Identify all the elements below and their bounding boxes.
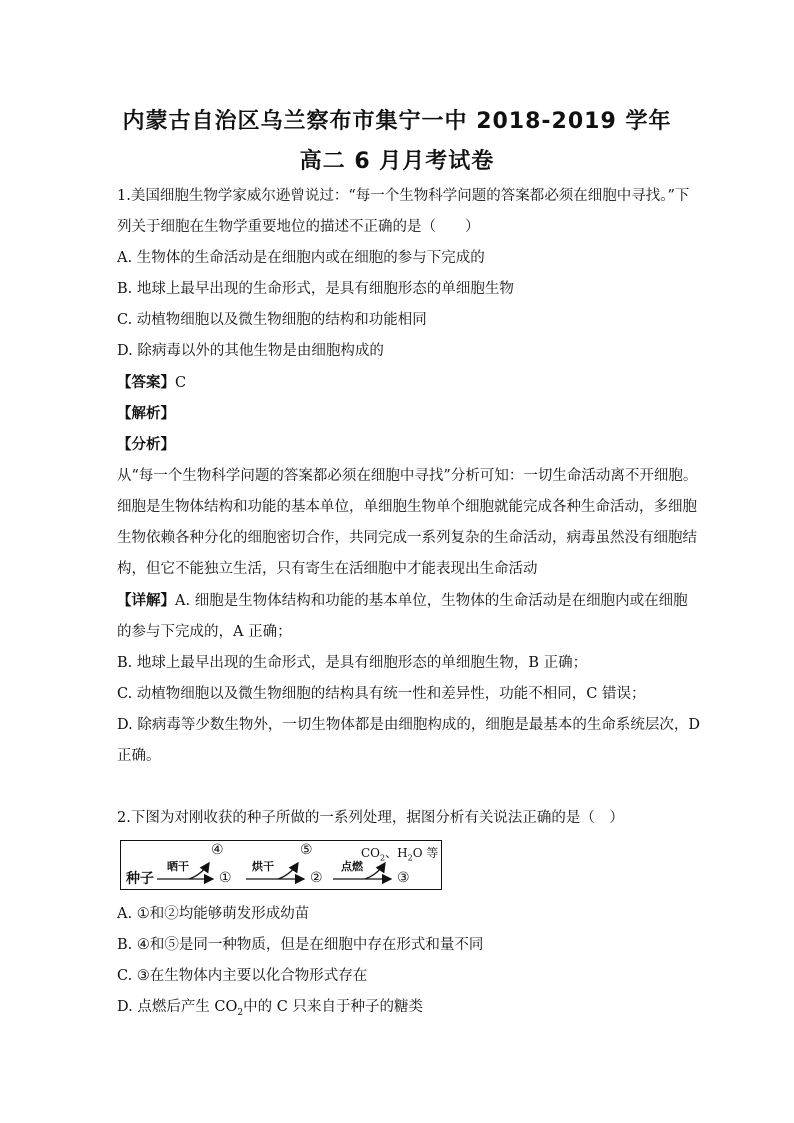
detail-line2: 的参与下完成的，A 正确； (117, 624, 292, 640)
side3-h: 、H (385, 846, 408, 860)
diagram-out2: ② (310, 870, 323, 886)
side3-rest: O 等 (412, 846, 439, 860)
side3-sub: 2 (380, 853, 386, 863)
q2-option-d-sub: 2 (237, 1007, 244, 1018)
exam-title-line1: 内蒙古自治区乌兰察布市集宁一中 2018-2019 学年 (122, 109, 672, 134)
diagram-side1: ④ (211, 842, 224, 858)
fenxi-line3: 生物依赖各种分化的细胞密切合作，共同完成一系列复杂的生命活动，病毒虽然没有细胞结 (117, 530, 697, 546)
q1-option-a: A. 生物体的生命活动是在细胞内或在细胞的参与下完成的 (117, 250, 485, 266)
exam-title-line2: 高二 6 月月考试卷 (299, 149, 495, 174)
q1-answer (117, 373, 186, 393)
detail-line6: 正确。 (117, 748, 161, 764)
branch-2 (278, 863, 298, 879)
q2-stem: 2.下图为对刚收获的种子所做的一系列处理，据图分析有关说法正确的是（ ） (117, 810, 624, 826)
branch-3 (365, 863, 385, 879)
q1-option-d: D. 除病毒以外的其他生物是由细胞构成的 (117, 343, 384, 359)
q1-option-c: C. 动植物细胞以及微生物细胞的结构和功能相同 (117, 312, 427, 328)
fenxi-label: 【分析】 (117, 436, 175, 453)
detail-label: 【详解】 (117, 592, 175, 609)
analysis-label: 【解析】 (117, 405, 175, 422)
diagram-start: 种子 (126, 871, 154, 887)
diagram-step3: 点燃 (341, 860, 363, 873)
side3-sub2: 2 (407, 853, 413, 863)
diagram-out3: ③ (397, 870, 410, 886)
detail-line5: D. 除病毒等少数生物外，一切生物体都是由细胞构成的，细胞是最基本的生命系统层次，D (117, 717, 700, 733)
branch-1 (189, 863, 209, 879)
answer-value: C (175, 375, 187, 391)
side3-co: CO (361, 846, 381, 860)
diagram-side3 (361, 844, 438, 862)
diagram-step2: 烘干 (252, 860, 274, 873)
q2-option-c: C. ③在生物体内主要以化合物形式存在 (117, 968, 368, 984)
detail-line4: C. 动植物细胞以及微生物细胞的结构具有统一性和差异性，功能不相同，C 错误； (117, 686, 646, 702)
q2-option-d (117, 997, 423, 1023)
answer-label: 【答案】 (117, 374, 175, 391)
q1-option-b: B. 地球上最早出现的生命形式，是具有细胞形态的单细胞生物 (117, 281, 514, 297)
detail-line1 (117, 591, 688, 611)
q1-stem-line1: 1.美国细胞生物学家威尔逊曾说过：“每一个生物科学问题的答案都必须在细胞中寻找。”下 (117, 188, 690, 204)
q1-stem-line2: 列关于细胞在生物学重要地位的描述不正确的是（ ） (117, 219, 480, 235)
fenxi-line1: 从“每一个生物科学问题的答案都必须在细胞中寻找”分析可知：一切生命活动离不开细胞。 (117, 468, 698, 484)
q2-option-d-post: 中的 C 只来自于种子的糖类 (243, 999, 423, 1015)
fenxi-line2: 细胞是生物体结构和功能的基本单位，单细胞生物单个细胞就能完成各种生命活动，多细胞 (117, 499, 697, 515)
seed-process-diagram (120, 840, 442, 890)
fenxi-line4: 构，但它不能独立生活，只有寄生在活细胞中才能表现出生命活动 (117, 561, 538, 577)
diagram-out1: ① (219, 870, 232, 886)
detail-line3: B. 地球上最早出现的生命形式，是具有细胞形态的单细胞生物，B 正确； (117, 655, 588, 671)
diagram-side2: ⑤ (300, 842, 313, 858)
diagram-step1: 晒干 (167, 860, 189, 873)
q2-option-a: A. ①和②均能够萌发形成幼苗 (117, 906, 310, 922)
detail-text: A. 细胞是生物体结构和功能的基本单位，生物体的生命活动是在细胞内或在细胞 (175, 593, 688, 609)
q2-option-d-pre: D. 点燃后产生 CO (117, 999, 238, 1015)
q2-option-b: B. ④和⑤是同一种物质，但是在细胞中存在形式和量不同 (117, 937, 484, 953)
